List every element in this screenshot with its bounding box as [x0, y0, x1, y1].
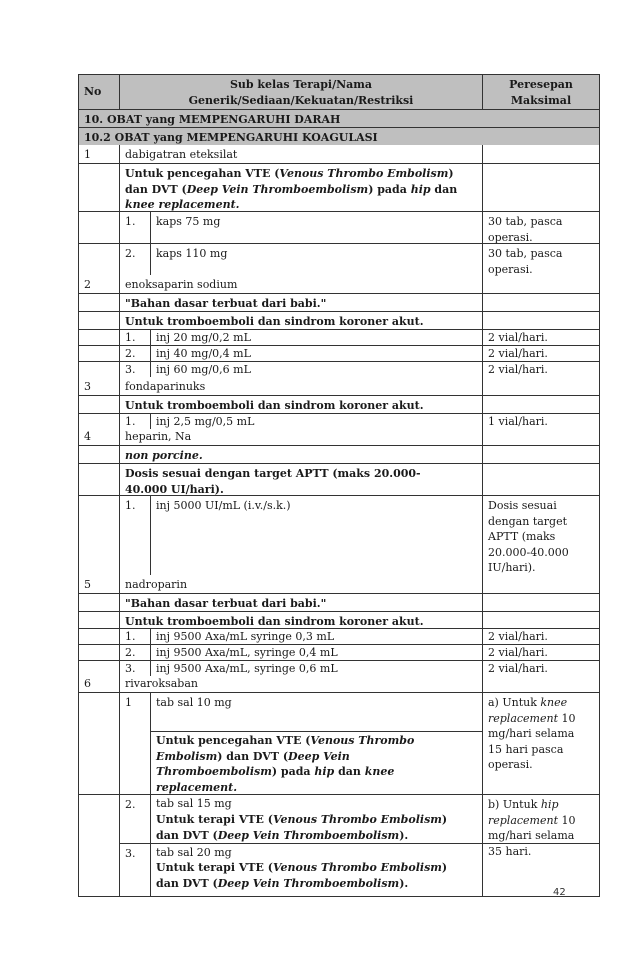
dosage-row: [79, 329, 599, 345]
restriction-row: [79, 395, 599, 413]
drug-name-row: [79, 676, 599, 692]
text: Deep Vein Thromboembolism: [217, 876, 400, 890]
text: Deep Vein: [288, 749, 350, 763]
drug-row-3: [79, 377, 599, 429]
text: 30 tab, pasca: [488, 215, 563, 228]
text: Venous Thrombo Embolism: [272, 813, 442, 826]
drug-name: nadroparin: [119, 575, 482, 593]
max-cell: [482, 575, 599, 593]
text: Thromboembolism: [156, 765, 272, 778]
text: ): [441, 813, 448, 826]
empty-cell: [79, 330, 119, 345]
text: Untuk pencegahan VTE (: [125, 167, 280, 180]
note-row: [79, 593, 599, 611]
section-title: 10.2 OBAT yang MEMPENGARUHI KOAGULASI: [84, 131, 378, 144]
drug-row-6: [79, 676, 599, 896]
empty-cell: [79, 446, 119, 463]
dosage-row: [79, 628, 599, 644]
item-number: 1.: [119, 629, 150, 644]
dosage-form: inj 2,5 mg/0,5 mL: [150, 414, 482, 429]
max-prescription: [482, 244, 599, 275]
text: ): [448, 167, 454, 180]
header-subclass: [119, 75, 482, 109]
section-10-2: [79, 127, 599, 145]
empty-cell: [79, 629, 119, 644]
max-cell: [482, 145, 599, 163]
max-cell: [482, 396, 599, 413]
text: ).: [399, 876, 409, 890]
text: Venous Thrombo Embolism: [272, 861, 442, 874]
text: ) pada: [271, 765, 315, 778]
max-cell: [482, 294, 599, 311]
max-prescription: [482, 795, 599, 896]
text: dan DVT (: [156, 876, 218, 890]
table-header: [79, 75, 599, 109]
restriction-text: [119, 164, 482, 211]
text: Venous Thrombo: [310, 734, 415, 747]
text: hip: [410, 182, 431, 196]
header-max: [482, 75, 599, 109]
dosage-block: [79, 692, 599, 794]
text: Dosis sesuai dengan target APTT (maks 20.000-: [125, 467, 421, 480]
max-prescription: 2 vial/hari.: [482, 661, 599, 676]
max-prescription: [482, 212, 599, 243]
empty-cell: [79, 396, 119, 413]
text: dan: [430, 182, 458, 196]
text: operasi.: [488, 230, 533, 244]
divider: [482, 843, 599, 844]
drug-row-2: [79, 275, 599, 377]
empty-cell: [79, 795, 119, 896]
text: replacement: [488, 813, 559, 827]
text: APTT (maks: [488, 530, 556, 543]
text: knee: [364, 765, 395, 778]
dosage-form: inj 5000 UI/mL (i.v./s.k.): [150, 496, 482, 575]
drug-name: enoksaparin sodium: [119, 275, 482, 293]
max-cell: [482, 612, 599, 628]
text: ): [441, 861, 448, 874]
item-number: 3.: [119, 362, 150, 377]
max-cell: [482, 676, 599, 692]
empty-cell: [79, 645, 119, 660]
item-number: 2.: [119, 346, 150, 361]
page-number: 42: [553, 887, 566, 898]
text: 10: [558, 813, 576, 827]
drug-name-row: [79, 429, 599, 445]
drug-name-row: [79, 145, 599, 163]
text: hip: [540, 798, 559, 811]
max-prescription: 1 vial/hari.: [482, 414, 599, 429]
drug-name: fondaparinuks: [119, 377, 482, 395]
max-prescription: 2 vial/hari.: [482, 330, 599, 345]
empty-cell: [79, 464, 119, 495]
drug-row-4: [79, 429, 599, 575]
note-row: [79, 293, 599, 311]
dosage-row: [79, 345, 599, 361]
text: 10: [558, 711, 576, 725]
item-number: 2.: [119, 795, 150, 843]
item-number: 1.: [119, 414, 150, 429]
restriction-row: [79, 163, 599, 211]
item-number: 1.: [119, 212, 150, 243]
empty-cell: [79, 312, 119, 329]
empty-cell: [79, 612, 119, 628]
drug-number: 4: [84, 430, 91, 443]
dosage-form: inj 20 mg/0,2 mL: [150, 330, 482, 345]
text: non porcine.: [125, 449, 203, 462]
text: dan: [334, 765, 365, 778]
text: 40.000 UI/hari).: [125, 482, 224, 496]
drug-note: "Bahan dasar terbuat dari babi.": [119, 594, 482, 611]
drug-note: "Bahan dasar terbuat dari babi.": [119, 294, 482, 311]
drug-name: dabigatran eteksilat: [119, 145, 482, 163]
header-subclass-line2: Generik/Sediaan/Kekuatan/Restriksi: [188, 93, 414, 107]
text: operasi.: [488, 262, 533, 276]
text: IU/hari).: [488, 561, 536, 574]
text: Dosis sesuai: [488, 499, 557, 512]
text: replacement: [488, 711, 559, 725]
restriction-row: [79, 463, 599, 495]
item-number: 2.: [119, 645, 150, 660]
section-10: [79, 109, 599, 127]
drug-row-1: [79, 145, 599, 275]
dosage-form: inj 9500 Axa/mL, syringe 0,6 mL: [150, 661, 482, 676]
drug-name-row: [79, 275, 599, 293]
drug-number: 3: [84, 380, 91, 393]
dosage-form: inj 9500 Axa/mL syringe 0,3 mL: [150, 629, 482, 644]
text: ).: [399, 828, 409, 842]
text: dengan target: [488, 514, 568, 528]
formulary-table: [78, 74, 600, 897]
dosage-form: inj 60 mg/0,6 mL: [150, 362, 482, 377]
text: Untuk terapi VTE (: [156, 861, 273, 874]
dosage-row: [79, 243, 599, 275]
empty-cell: [79, 414, 119, 429]
max-cell: [482, 429, 599, 445]
text: operasi.: [488, 758, 533, 771]
text: Embolism: [156, 749, 218, 763]
text: 20.000-40.000: [488, 545, 569, 559]
header-max-line2: Maksimal: [510, 93, 572, 107]
restriction-row: [79, 611, 599, 628]
max-cell: [482, 446, 599, 463]
text: Deep Vein Thromboembolism: [217, 828, 400, 842]
empty-cell: [79, 294, 119, 311]
empty-cell: [79, 164, 119, 211]
restriction-text: Untuk tromboemboli dan sindrom koroner akut.: [119, 396, 482, 413]
dosage-form: tab sal 15 mg: [156, 797, 232, 810]
dosage-block: [79, 794, 599, 896]
drug-number: 2: [84, 278, 91, 291]
text: hip: [314, 765, 335, 778]
dosage-form: tab sal 10 mg: [156, 696, 232, 709]
dosage-detail: [150, 693, 482, 794]
note-row: [79, 445, 599, 463]
text: Deep Vein Thromboembolism: [186, 182, 369, 196]
text: 35 hari.: [488, 844, 532, 858]
text: b) Untuk: [488, 798, 541, 811]
drug-row-5: [79, 575, 599, 676]
drug-number: 5: [84, 578, 91, 591]
restriction-text: [151, 812, 482, 843]
dosage-row: [79, 211, 599, 243]
max-prescription: [482, 496, 599, 575]
dosage-form: kaps 75 mg: [150, 212, 482, 243]
empty-cell: [79, 693, 119, 794]
item-number: 2.: [119, 244, 150, 275]
drug-name-row: [79, 377, 599, 395]
max-cell: [482, 275, 599, 293]
header-subclass-line1: Sub kelas Terapi/Nama: [229, 78, 373, 91]
restriction-text: Untuk tromboemboli dan sindrom koroner akut.: [119, 612, 482, 628]
empty-cell: [79, 362, 119, 377]
empty-cell: [79, 594, 119, 611]
item-number: 1: [119, 693, 150, 794]
dosage-detail: [150, 795, 482, 843]
dosage-form: tab sal 20 mg: [156, 846, 232, 859]
dosage-item-2: [119, 795, 482, 843]
header-max-line1: Peresepan: [509, 78, 573, 91]
text: Venous Thrombo Embolism: [279, 167, 449, 180]
restriction-row: [79, 311, 599, 329]
dosage-form: inj 9500 Axa/mL, syringe 0,4 mL: [150, 645, 482, 660]
text: 15 hari pasca: [488, 742, 564, 756]
text: replacement.: [156, 780, 238, 794]
max-cell: [482, 594, 599, 611]
restriction-text: Untuk tromboemboli dan sindrom koroner akut.: [119, 312, 482, 329]
dosage-detail: [150, 844, 482, 896]
max-cell: [482, 464, 599, 495]
drug-number: 1: [84, 148, 91, 161]
text: knee replacement.: [125, 198, 240, 211]
drug-name: heparin, Na: [119, 429, 482, 445]
dosage-row: [79, 413, 599, 429]
dosage-item-3: [119, 843, 482, 896]
item-number: 1.: [119, 330, 150, 345]
text: knee: [540, 696, 568, 709]
text: ) pada: [368, 182, 411, 196]
empty-cell: [79, 496, 119, 575]
restriction-text: [119, 464, 482, 495]
drug-note: [119, 446, 482, 463]
empty-cell: [79, 212, 119, 243]
section-title: 10. OBAT yang MEMPENGARUHI DARAH: [84, 113, 341, 126]
text: Untuk pencegahan VTE (: [156, 734, 311, 747]
text: mg/hari selama: [488, 727, 575, 740]
text: dan DVT (: [156, 828, 218, 842]
text: 30 tab, pasca: [488, 247, 563, 260]
dosage-row: [79, 361, 599, 377]
drug-name-row: [79, 575, 599, 593]
item-number: 3.: [119, 661, 150, 676]
restriction-text: [151, 860, 482, 891]
text: mg/hari selama: [488, 829, 575, 842]
empty-cell: [79, 244, 119, 275]
max-cell: [482, 312, 599, 329]
max-prescription: 2 vial/hari.: [482, 645, 599, 660]
text: dan DVT (: [125, 182, 187, 196]
restriction-text: [151, 731, 482, 794]
max-cell: [482, 377, 599, 395]
dosage-row: [79, 644, 599, 660]
empty-cell: [79, 346, 119, 361]
empty-cell: [79, 661, 119, 676]
dosage-form: inj 40 mg/0,4 mL: [150, 346, 482, 361]
dosage-row: [79, 495, 599, 575]
dosage-form: kaps 110 mg: [150, 244, 482, 275]
header-no: No: [84, 85, 102, 98]
item-number: 3.: [119, 844, 150, 896]
max-cell: [482, 164, 599, 211]
max-prescription: 2 vial/hari.: [482, 629, 599, 644]
max-prescription: [482, 693, 599, 794]
drug-name: rivaroksaban: [119, 676, 482, 692]
text: Untuk terapi VTE (: [156, 813, 273, 826]
max-prescription: 2 vial/hari.: [482, 346, 599, 361]
text: a) Untuk: [488, 696, 541, 709]
max-prescription: 2 vial/hari.: [482, 362, 599, 377]
item-number: 1.: [119, 496, 150, 575]
dosage-row: [79, 660, 599, 676]
drug-number: 6: [84, 677, 91, 690]
text: ) dan DVT (: [217, 749, 289, 763]
